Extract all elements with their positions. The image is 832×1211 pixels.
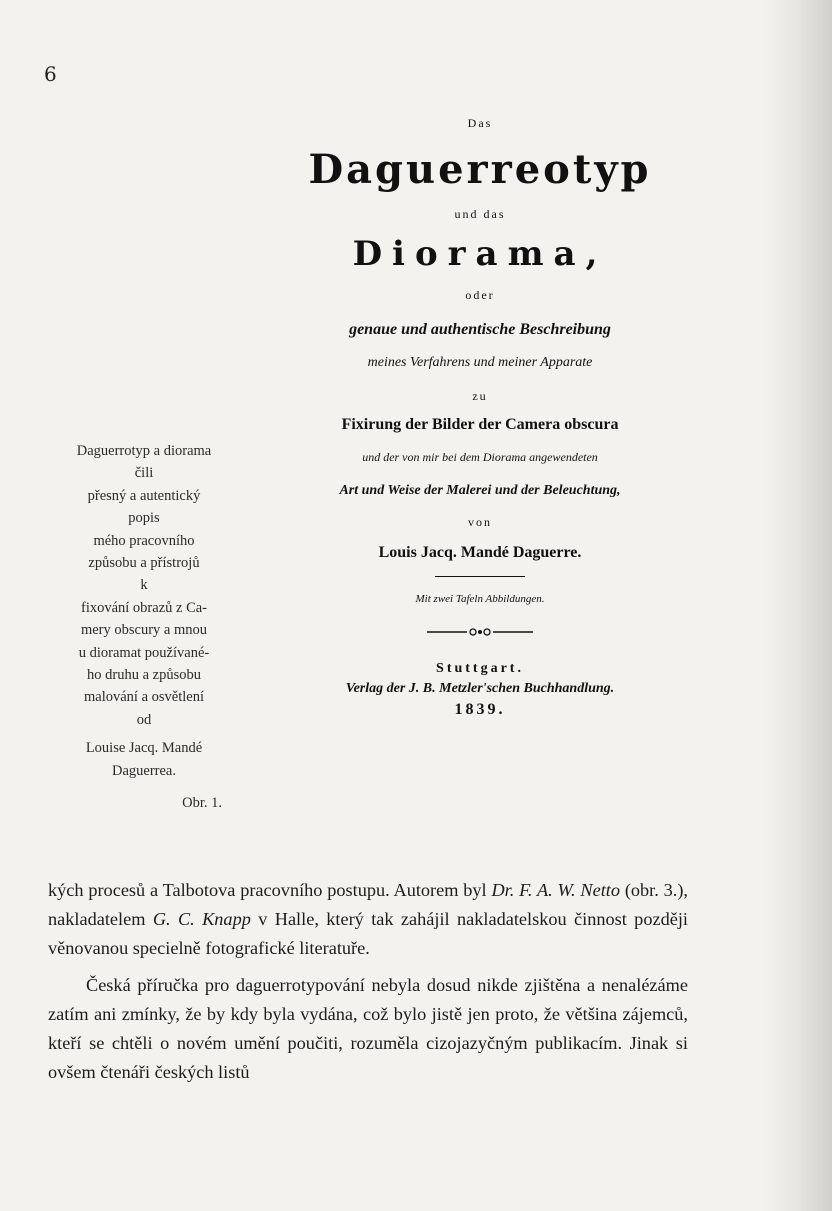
title-und-der: und der von mir bei dem Diorama angewendeten [362, 450, 598, 464]
page-number: 6 [44, 62, 57, 86]
title-oder: oder [465, 288, 495, 302]
title-diorama: Diorama, [352, 234, 608, 274]
title-daguerreotyp: Daguerreotyp [308, 146, 652, 193]
title-meines: meines Verfahrens und meiner Apparate [367, 355, 593, 370]
caption-line: mery obscury a mnou [80, 622, 208, 639]
text-run: (obr. 3.), nakladatelem [48, 880, 688, 929]
title-city: Stuttgart. [436, 661, 524, 676]
caption-line: fixování obrazů z Ca- [80, 599, 208, 616]
paragraph-1 [48, 876, 688, 963]
text-run: v Halle, který tak zahájil nakladatelskou činnost později věnovanou specielně fotografické literatuře. [48, 909, 688, 958]
figure-number: Obr. 1. [182, 795, 222, 812]
title-das: Das [467, 116, 493, 130]
caption-line: způsobu a přístrojů [88, 555, 200, 572]
caption-line: Daguerrea. [112, 762, 176, 779]
body-text [48, 876, 688, 1087]
title-year: 1839. [454, 701, 506, 718]
title-publisher: Verlag der J. B. Metzler'schen Buchhandlung. [345, 681, 615, 696]
caption-line: čili [134, 465, 154, 482]
paragraph-2: Česká příručka pro daguerrotypování nebyla dosud nikde zjištěna a nenalézáme zatím ani zmínky, že by kdy byla vydána, což bylo jistě jen proto, že většina zájemců, kteří se chtěli o novém umění poučiti, rozuměla cizojazyčným publikacím. Jinak si ovšem čtenáři českých listů [48, 975, 688, 1082]
title-art: Art und Weise der Malerei und der Beleuchtung, [339, 483, 621, 498]
ornament-divider [425, 625, 535, 639]
caption-line: popis [128, 510, 160, 527]
caption-line: k [140, 577, 148, 594]
text-run: kých procesů a Talbotova pracovního postupu. Autorem byl [48, 880, 492, 900]
title-zu: zu [472, 389, 488, 403]
page-edge-shadow [762, 0, 832, 1211]
caption-line: mého pracovního [93, 532, 195, 549]
title-rule [435, 576, 525, 577]
title-genaue: genaue und authentische Beschreibung [349, 321, 611, 338]
caption-line: Louise Jacq. Mandé [85, 740, 203, 757]
title-tafeln: Mit zwei Tafeln Abbildungen. [415, 593, 545, 605]
caption-line: malování a osvětlení [84, 689, 204, 706]
title-und-das: und das [454, 207, 506, 221]
title-von: von [468, 515, 492, 529]
title-author: Louis Jacq. Mandé Daguerre. [378, 544, 582, 561]
reproduced-title-page [275, 116, 685, 719]
caption-line: ho druhu a způsobu [87, 667, 201, 684]
caption-line: u dioramat používané- [78, 644, 210, 661]
caption-line: Daguerrotyp a diorama [76, 443, 212, 459]
caption-line: od [136, 711, 152, 728]
title-fixirung: Fixirung der Bilder der Camera obscura [341, 416, 619, 433]
author-name: Dr. F. A. W. Netto [491, 880, 621, 900]
figure-caption [36, 440, 252, 815]
publisher-name: G. C. Knapp [152, 909, 251, 929]
caption-line: přesný a autentický [87, 487, 201, 504]
